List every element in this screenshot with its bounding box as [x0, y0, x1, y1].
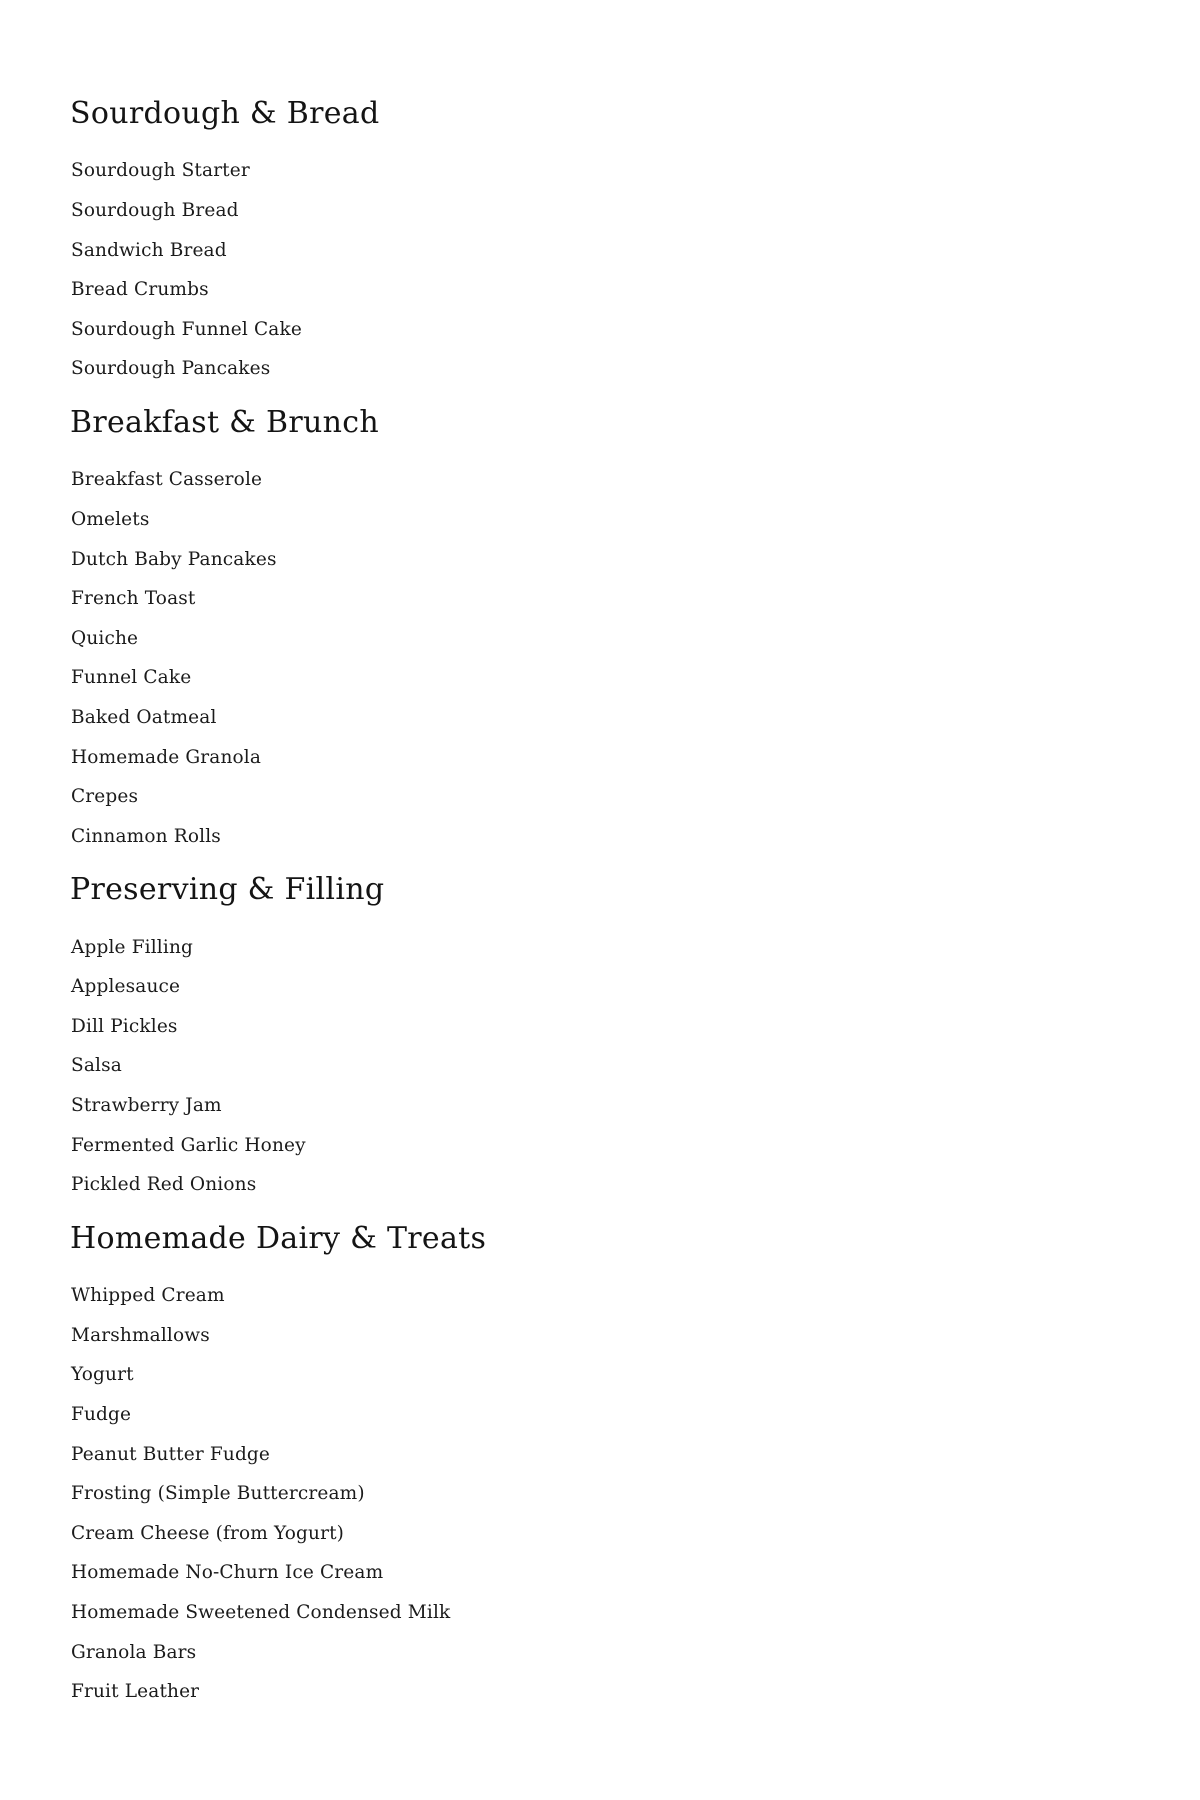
- list-item: Fudge: [71, 1404, 132, 1425]
- list-item: Crepes: [71, 786, 139, 808]
- list-item: Homemade Sweetened Condensed Milk: [71, 1601, 451, 1623]
- list-item: Strawberry Jam: [71, 1095, 222, 1117]
- list-item: Cinnamon Rolls: [71, 825, 221, 847]
- recipe-list: [71, 1276, 1140, 1712]
- list-item: Breakfast Casserole: [71, 469, 263, 491]
- list-item: Homemade Granola: [71, 746, 262, 768]
- list-item: Fermented Garlic Honey: [71, 1134, 306, 1156]
- recipe-list: [71, 928, 1140, 1205]
- recipe-section: [71, 96, 1140, 405]
- section-heading: Homemade Dairy & Treats: [70, 1220, 487, 1256]
- list-item: Applesauce: [71, 976, 181, 998]
- recipe-list: [71, 151, 1140, 389]
- list-item: Sourdough Bread: [71, 199, 239, 221]
- section-heading: Breakfast & Brunch: [70, 404, 379, 440]
- list-item: Apple Filling: [71, 936, 194, 958]
- list-item: Sourdough Pancakes: [71, 358, 271, 380]
- recipe-list: [71, 460, 1140, 856]
- spacer: [71, 1256, 1140, 1276]
- section-heading: Preserving & Filling: [70, 872, 385, 908]
- spacer: [71, 131, 1140, 151]
- list-item: Sourdough Starter: [71, 160, 250, 182]
- section-heading: Sourdough & Bread: [70, 96, 380, 131]
- list-item: Dill Pickles: [71, 1015, 178, 1037]
- list-item: French Toast: [71, 588, 196, 610]
- recipe-section: [71, 872, 1140, 1221]
- list-item: Sourdough Funnel Cake: [71, 318, 302, 340]
- list-item: Salsa: [71, 1055, 122, 1077]
- list-item: Homemade No-Churn Ice Cream: [71, 1562, 384, 1584]
- spacer: [71, 856, 1140, 872]
- list-item: Granola Bars: [71, 1641, 197, 1663]
- list-item: Baked Oatmeal: [71, 706, 217, 728]
- list-item: Fruit Leather: [71, 1681, 200, 1703]
- spacer: [71, 389, 1140, 405]
- list-item: Dutch Baby Pancakes: [71, 548, 277, 570]
- list-item: Sandwich Bread: [71, 239, 227, 261]
- list-item: Funnel Cake: [71, 667, 192, 689]
- list-item: Omelets: [71, 508, 150, 530]
- list-item: Peanut Butter Fudge: [71, 1443, 271, 1465]
- list-item: Quiche: [71, 627, 139, 649]
- spacer: [71, 908, 1140, 928]
- list-item: Whipped Cream: [71, 1285, 225, 1307]
- list-item: Pickled Red Onions: [71, 1174, 257, 1196]
- document-body: [0, 96, 1200, 1712]
- list-item: Bread Crumbs: [71, 279, 209, 301]
- list-item: Frosting (Simple Buttercream): [71, 1483, 365, 1505]
- list-item: Marshmallows: [71, 1324, 210, 1346]
- list-item: Yogurt: [71, 1364, 134, 1386]
- spacer: [71, 1205, 1140, 1221]
- recipe-section: [71, 405, 1140, 872]
- recipe-section: [71, 1221, 1140, 1712]
- spacer: [71, 440, 1140, 460]
- list-item: Cream Cheese (from Yogurt): [71, 1522, 345, 1544]
